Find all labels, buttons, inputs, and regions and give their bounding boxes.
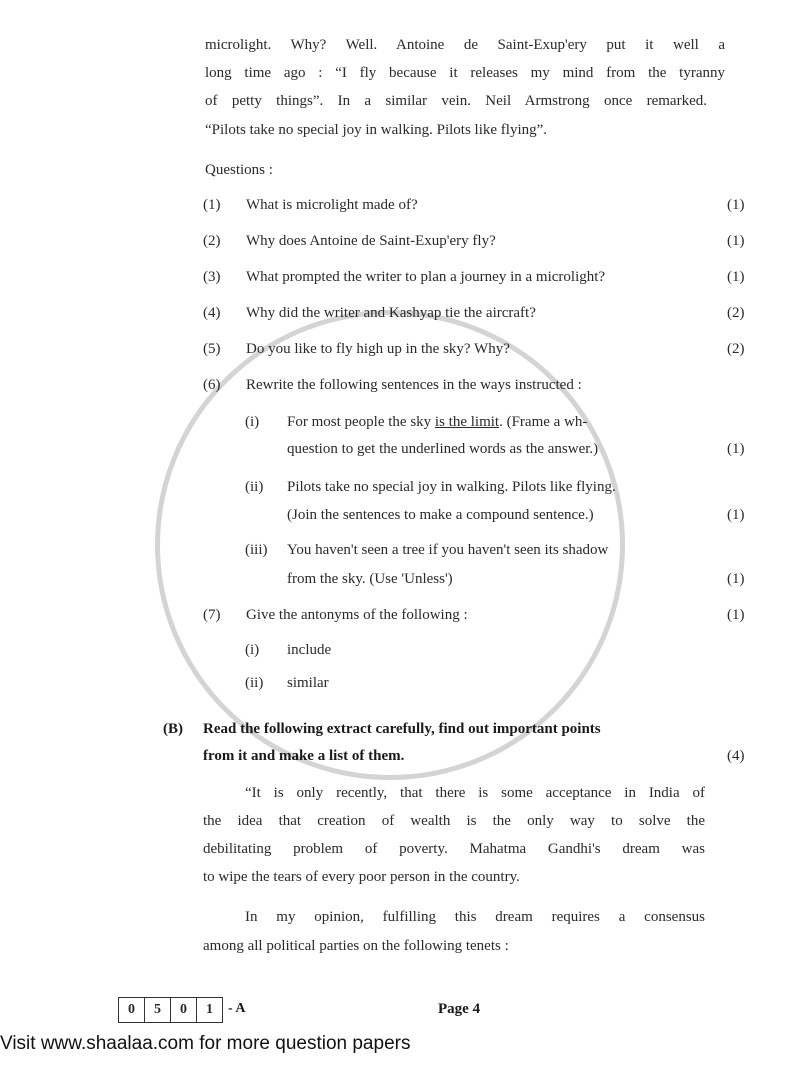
question-number: (1) <box>203 197 221 213</box>
question-marks: (1) <box>727 233 745 249</box>
question-marks: (1) <box>727 571 745 587</box>
passage-line: microlight. Why? Well. Antoine de Saint-Exup'ery put it well a <box>205 37 725 53</box>
passage-line: “Pilots take no special joy in walking. Pilots like flying”. <box>205 122 548 138</box>
question-number: (4) <box>203 305 221 321</box>
extract-line: “It is only recently, that there is some acceptance in India of <box>245 785 705 801</box>
question-text: Rewrite the following sentences in the ways instructed : <box>246 377 582 393</box>
extract-line: In my opinion, fulfilling this dream requires a consensus <box>245 909 705 925</box>
underlined-words: is the limit <box>434 414 500 430</box>
text-pre: For most people the sky <box>287 414 435 430</box>
passage-line: of petty things”. In a similar vein. Neil Armstrong once remarked. <box>205 93 707 109</box>
extract-line: among all political parties on the following tenets : <box>203 938 509 954</box>
subquestion-text: from the sky. (Use 'Unless') <box>287 571 453 587</box>
section-instruction: Read the following extract carefully, find out important points <box>203 721 601 737</box>
question-number: (7) <box>203 607 221 623</box>
extract-line: to wipe the tears of every poor person in the country. <box>203 869 520 885</box>
question-marks: (1) <box>727 441 745 457</box>
subquestion-text: question to get the underlined words as the answer.) <box>287 441 599 457</box>
section-label: (B) <box>163 721 183 737</box>
extract-line: the idea that creation of wealth is the only way to solve the <box>203 813 705 829</box>
question-text: Give the antonyms of the following : <box>246 607 468 623</box>
antonym-word: include <box>287 642 332 658</box>
code-digit: 1 <box>206 1002 213 1017</box>
page-number: Page 4 <box>438 1001 481 1017</box>
subquestion-number: (i) <box>245 642 260 658</box>
question-text: Why does Antoine de Saint-Exup'ery fly? <box>246 233 496 249</box>
code-digit: 5 <box>145 998 171 1022</box>
question-marks: (4) <box>727 748 745 764</box>
text-post: . (Frame a wh- <box>499 414 588 430</box>
question-number: (5) <box>203 341 221 357</box>
question-text: What prompted the writer to plan a journey in a microlight? <box>246 269 606 285</box>
question-marks: (1) <box>727 507 745 523</box>
question-marks: (2) <box>727 305 745 321</box>
subquestion-text: Pilots take no special joy in walking. Pilots like flying. <box>287 479 616 495</box>
question-number: (3) <box>203 269 221 285</box>
code-digit: 0 <box>119 998 145 1022</box>
question-number: (2) <box>203 233 221 249</box>
question-text: Why did the writer and Kashyap tie the aircraft? <box>246 305 536 321</box>
subquestion-number: (ii) <box>245 675 264 691</box>
subquestion-number: (ii) <box>245 479 264 495</box>
question-marks: (1) <box>727 197 745 213</box>
question-marks: (1) <box>727 269 745 285</box>
passage-line: long time ago : “I fly because it releases my mind from the tyranny <box>205 65 725 81</box>
question-number: (6) <box>203 377 221 393</box>
antonym-word: similar <box>287 675 329 691</box>
code-digit: 0 <box>171 998 197 1022</box>
subquestion-number: (i) <box>245 414 260 430</box>
paper-code-suffix: - A <box>228 1001 246 1016</box>
subquestion-text <box>287 412 587 432</box>
subquestion-text: You haven't seen a tree if you haven't seen its shadow <box>287 542 609 558</box>
questions-heading: Questions : <box>205 162 273 178</box>
question-marks: (2) <box>727 341 745 357</box>
paper-code-boxes <box>118 997 223 1023</box>
question-text: Do you like to fly high up in the sky? Why? <box>246 341 510 357</box>
promo-footer-link[interactable]: Visit www.shaalaa.com for more question papers <box>0 1033 411 1054</box>
subquestion-number: (iii) <box>245 542 268 558</box>
question-text: What is microlight made of? <box>246 197 418 213</box>
extract-line: debilitating problem of poverty. Mahatma Gandhi's dream was <box>203 841 705 857</box>
question-marks: (1) <box>727 607 745 623</box>
subquestion-text: (Join the sentences to make a compound sentence.) <box>287 507 594 523</box>
section-instruction: from it and make a list of them. <box>203 748 405 764</box>
